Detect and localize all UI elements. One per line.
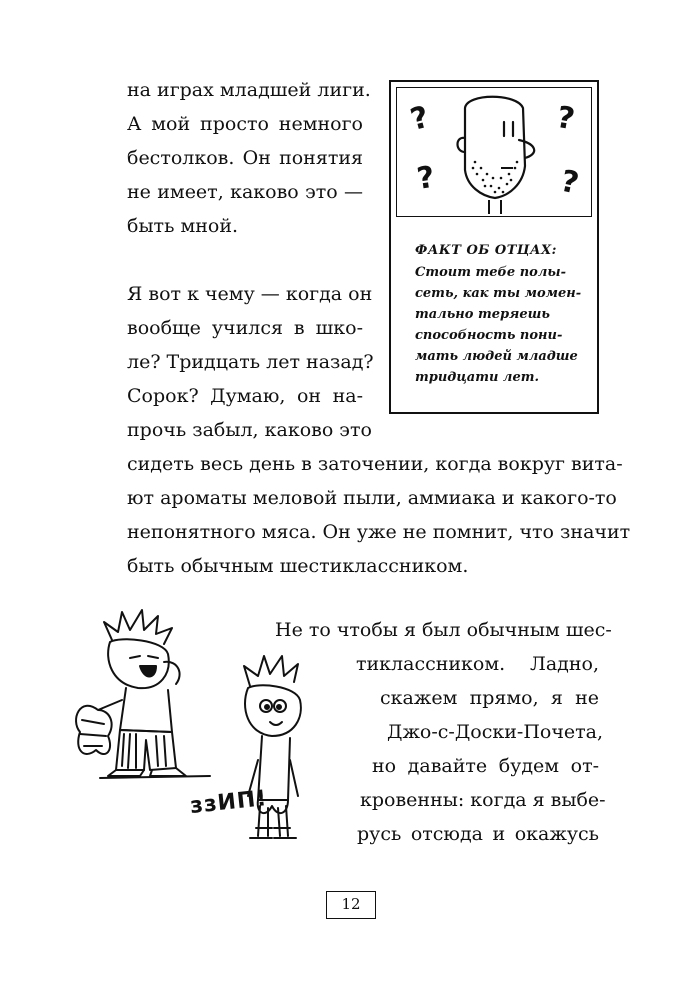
text-line: но давайте будем от- [372,755,599,777]
kids-cartoon-icon [60,600,330,860]
text-line: не имеет, каково это — [127,181,363,203]
fact-line: тально теряешь [415,307,551,322]
text-line: прочь забыл, каково это [127,419,372,441]
text-line: кровенны: когда я выбе- [360,789,606,811]
fact-line: тридцати лет. [415,370,540,385]
sound-effect: ззИП! [188,786,269,819]
fact-box [389,80,599,414]
text-line: тиклассником. Ладно, [356,653,599,675]
svg-text:?: ? [414,159,437,197]
text-line: Я вот к чему — когда он [127,283,373,305]
text-line: быть мной. [127,215,239,237]
page-number: 12 [326,891,376,919]
text-line: непонятного мяса. Он уже не помнит, что значит [127,521,631,543]
text-line: ют ароматы меловой пыли, аммиака и какого-то [127,487,617,509]
text-line: на играх младшей лиги. [127,79,371,101]
svg-text:?: ? [406,99,433,138]
text-line: сидеть весь день в заточении, когда вокруг вита- [127,453,623,475]
text-line: бестолков. Он понятия [127,147,363,169]
text-line: вообще учился в шко- [127,317,363,339]
text-line: скажем прямо, я не [380,687,599,709]
text-line: А мой просто немного [127,113,363,135]
text-line: Не то чтобы я был обычным шес- [275,619,612,641]
text-line: Джо-с-Доски-Почета, [387,721,604,743]
fact-line: Стоит тебе полы- [415,265,566,280]
fact-line: сеть, как ты момен- [415,286,582,301]
bald-dad-icon [396,87,592,217]
text-line: быть обычным шестиклассником. [127,555,469,577]
text-line: ле? Тридцать лет назад? [127,351,374,373]
svg-text:?: ? [557,163,582,202]
svg-text:?: ? [553,99,578,138]
fact-line: способность пони- [415,328,563,343]
fact-title: ФАКТ ОБ ОТЦАХ: [415,243,557,258]
text-line: Сорок? Думаю, он на- [127,385,363,407]
fact-line: мать людей младше [415,349,578,364]
text-line: русь отсюда и окажусь [357,823,599,845]
